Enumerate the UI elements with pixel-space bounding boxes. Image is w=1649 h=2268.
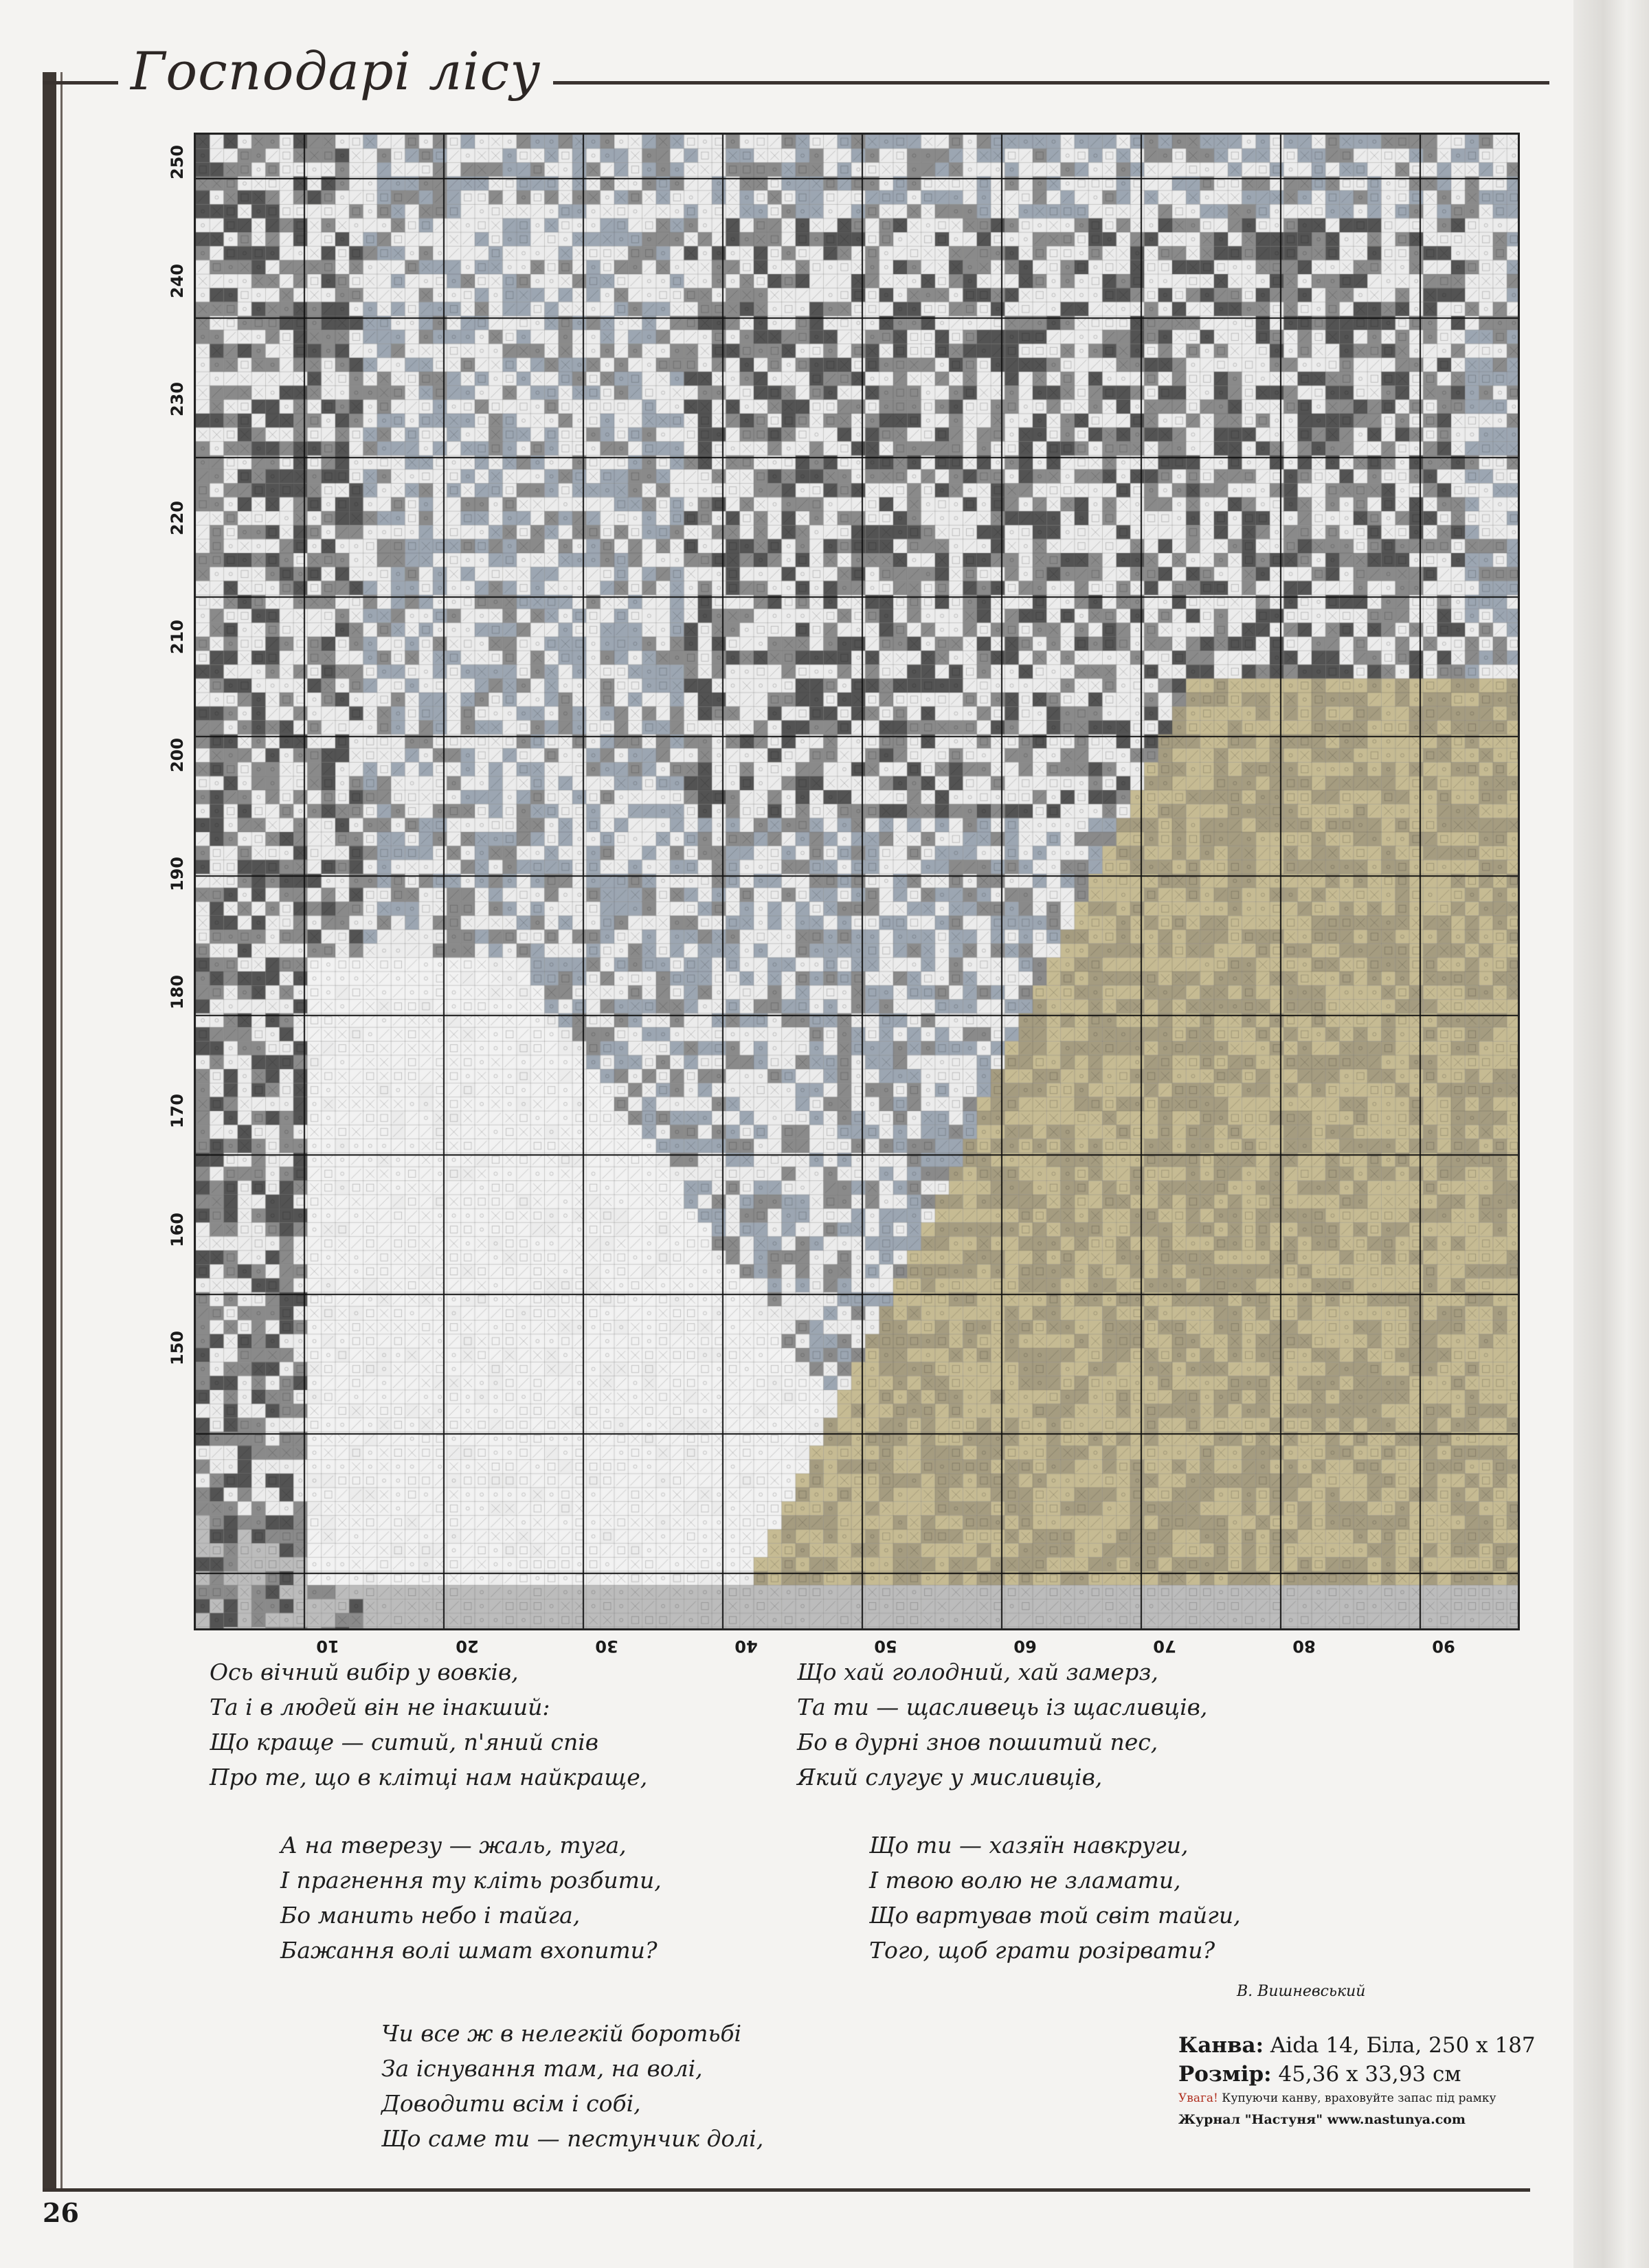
y-tick-label: 250 [168,144,187,180]
y-tick-label: 180 [168,974,187,1010]
y-tick-label: 230 [168,381,187,417]
poem-line: Який слугує у мисливців, [797,1764,1103,1790]
x-tick-label: 80 [1292,1637,1316,1656]
poem-line: Що саме ти — пестунчик долі, [381,2125,764,2152]
poem-line: І твою волю не зламати, [869,1867,1181,1894]
poem-line: Та і в людей він не інакший: [210,1694,550,1720]
canvas-label: Канва: [1178,2033,1264,2058]
x-tick-label: 20 [456,1637,479,1656]
cross-stitch-pattern [194,133,1520,1630]
poem-author: В. Вишневський [1237,1983,1366,2000]
y-tick-label: 220 [168,500,187,536]
poem-line: А на тверезу — жаль, туга, [280,1832,627,1859]
magazine-credit: Журнал "Настуня" www.nastunya.com [1178,2112,1466,2127]
poem-line: Бажання волі шмат вхопити? [280,1937,658,1964]
canvas-info [1178,2031,1536,2060]
y-tick-label: 200 [168,737,187,773]
x-tick-label: 60 [1013,1637,1037,1656]
warning-note [1178,2089,1536,2108]
pattern-grid [196,135,1518,1628]
canvas-value: Aida 14, Біла, 250 x 187 [1270,2033,1536,2058]
poem-line: Того, щоб грати розірвати? [869,1937,1215,1964]
page-edge [1573,0,1649,2268]
poem-line: Що ти — хазяїн навкруги, [869,1832,1189,1859]
y-tick-label: 160 [168,1212,187,1248]
size-info [1178,2060,1536,2089]
poem-line: Що краще — ситий, п'яний спів [210,1729,598,1755]
poem-line: Доводити всім і собі, [381,2090,641,2117]
x-tick-label: 70 [1153,1637,1176,1656]
y-tick-label: 150 [168,1330,187,1366]
x-tick-label: 50 [874,1637,897,1656]
poem-line: Що вартував той світ тайги, [869,1902,1241,1929]
left-border-line [60,72,63,2188]
title-rule-left [43,81,125,85]
poem-stanza-5 [381,2016,763,2156]
poem-stanza-3 [280,1828,662,1968]
poem-line: За існування там, на волі, [381,2055,703,2082]
warning-text: Купуючи канву, враховуйте запас під рамку [1222,2091,1496,2105]
poem-line: Про те, що в клітці нам найкраще, [210,1764,648,1790]
size-label: Розмір: [1178,2062,1272,2087]
poem-line: Бо манить небо і тайга, [280,1902,581,1929]
x-tick-label: 90 [1432,1637,1455,1656]
poem-line: Чи все ж в нелегкій боротьбі [381,2020,742,2047]
warning-label: Увага! [1178,2091,1218,2105]
x-tick-label: 30 [595,1637,618,1656]
x-tick-label: 10 [316,1637,339,1656]
page-number: 26 [43,2197,79,2228]
poem-stanza-1 [210,1654,647,1795]
y-tick-label: 210 [168,619,187,655]
poem-line: Що хай голодний, хай замерз, [797,1659,1158,1685]
poem-stanza-2 [797,1654,1207,1795]
x-tick-label: 40 [734,1637,758,1656]
poem-line: І прагнення ту кліть розбити, [280,1867,662,1894]
left-border-bar [43,72,56,2188]
y-tick-label: 240 [168,263,187,299]
poem-line: Та ти — щасливець із щасливців, [797,1694,1208,1720]
pattern-info [1178,2031,1536,2131]
page-title: Господарі лісу [118,43,553,100]
y-tick-label: 190 [168,856,187,892]
size-value: 45,36 x 33,93 см [1278,2062,1461,2087]
bottom-rule [43,2188,1530,2192]
y-tick-label: 170 [168,1093,187,1129]
poem-line: Бо в дурні знов пошитий пес, [797,1729,1158,1755]
poem-line: Ось вічний вибір у вовків, [210,1659,519,1685]
poem-stanza-4 [869,1828,1241,1968]
